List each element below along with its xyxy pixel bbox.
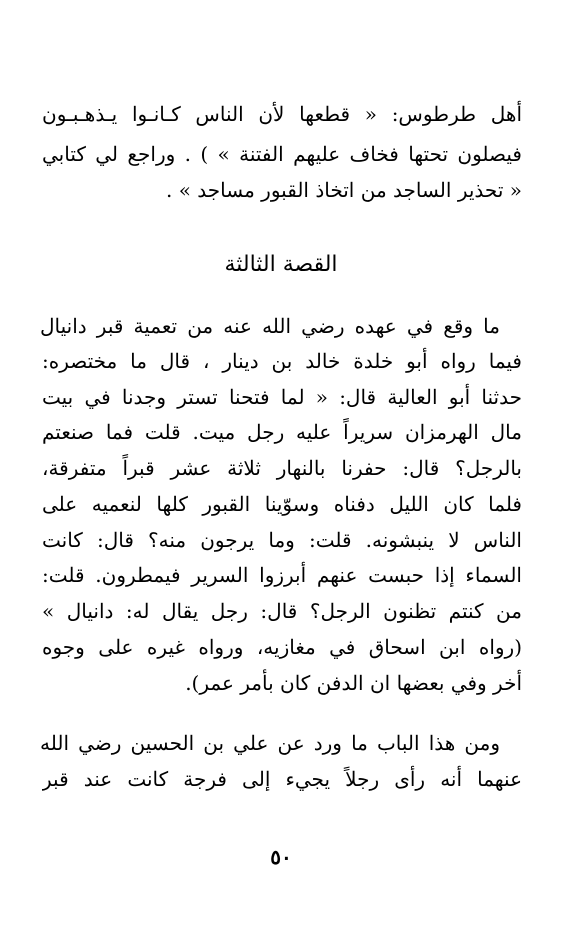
paragraph-3-line-2: عنهما أنه رأى رجلاً يجيء إلى فرجة كانت عند قبر: [42, 767, 522, 791]
paragraph-2-line-1: ما وقع في عهده رضي الله عنه من تعمية قبر دانيال: [40, 314, 500, 338]
paragraph-1-line-3: « تحذير الساجد من اتخاذ القبور مساجد » .: [166, 178, 522, 202]
section-heading: القصة الثالثة: [224, 252, 338, 277]
page-number: ٥٠: [270, 845, 292, 869]
paragraph-1-line-2: فيصلون تحتها فخاف عليهم الفتنة » ) . وراجع لي كتابي: [42, 142, 522, 166]
paragraph-2-line-5: بالرجل؟ قال: حفرنا بالنهار ثلاثة عشر قبراً متفرقة،: [42, 456, 522, 480]
paragraph-2-line-11: أخر وفي بعضها ان الدفن كان بأمر عمر).: [185, 671, 522, 695]
paragraph-2-line-10: (رواه ابن اسحاق في مغازيه، ورواه غيره على وجوه: [42, 635, 522, 659]
paragraph-2-line-3: حدثنا أبو العالية قال: « لما فتحنا تستر وجدنا في بيت: [42, 385, 522, 409]
paragraph-2-line-6: فلما كان الليل دفناه وسوّينا القبور كلها لنعميه على: [42, 492, 522, 516]
paragraph-2-line-2: فيما رواه أبو خلدة خالد بن دينار ، قال ما مختصره:: [42, 349, 522, 373]
paragraph-3-line-1: ومن هذا الباب ما ورد عن علي بن الحسين رضي الله: [40, 731, 500, 755]
paragraph-2-line-8: السماء إذا حبست عنهم أبرزوا السرير فيمطرون. قلت:: [42, 563, 522, 587]
paragraph-2-line-9: من كنتم تظنون الرجل؟ قال: رجل يقال له: دانيال »: [42, 599, 522, 623]
paragraph-2-line-7: الناس لا ينبشونه. قلت: وما يرجون منه؟ قال: كانت: [42, 528, 522, 552]
paragraph-1-line-1: أهل طرطوس: « قطعها لأن الناس كـانـوا يـذهـبـون: [42, 102, 522, 126]
paragraph-2-line-4: مال الهرمزان سريراً عليه رجل ميت. قلت فما صنعتم: [42, 420, 522, 444]
